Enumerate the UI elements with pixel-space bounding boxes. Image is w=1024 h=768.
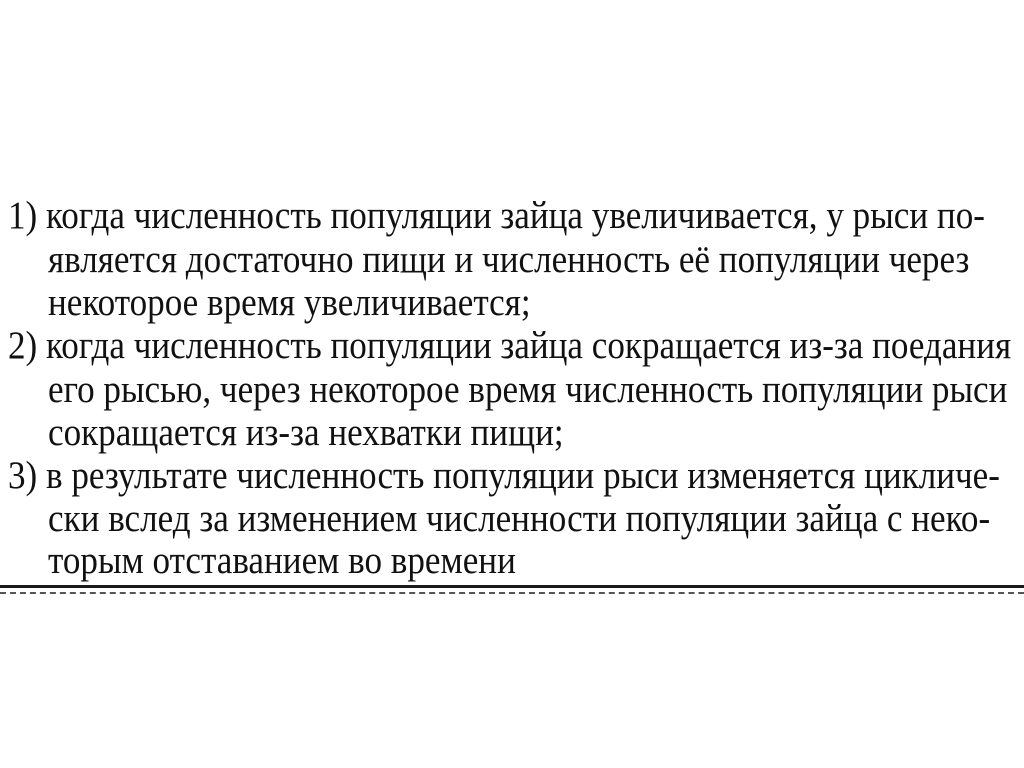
item-1-line-2: является достаточно пищи и численность её популяции через <box>48 238 970 281</box>
item-3-line-3: торым отставанием во времени <box>48 539 516 582</box>
dashed-rule <box>0 592 1024 594</box>
item-2-line-1: 2) когда численность популяции зайца сокращается из-за поедания <box>8 324 1012 367</box>
item-2-line-2: его рысью, через некоторое время численность популяции рыси <box>48 368 1008 411</box>
item-2-line-3: сокращается из-за нехватки пищи; <box>48 411 564 454</box>
item-1-line-3: некоторое время увеличивается; <box>48 281 531 324</box>
item-3-line-2: ски вслед за изменением численности популяции зайца с неко- <box>48 497 991 540</box>
item-3-line-1: 3) в результате численность популяции рыси изменяется цикличе- <box>8 454 1000 497</box>
item-1-line-1: 1) когда численность популяции зайца увеличивается, у рыси по- <box>8 194 985 237</box>
horizontal-rule <box>0 585 1024 588</box>
